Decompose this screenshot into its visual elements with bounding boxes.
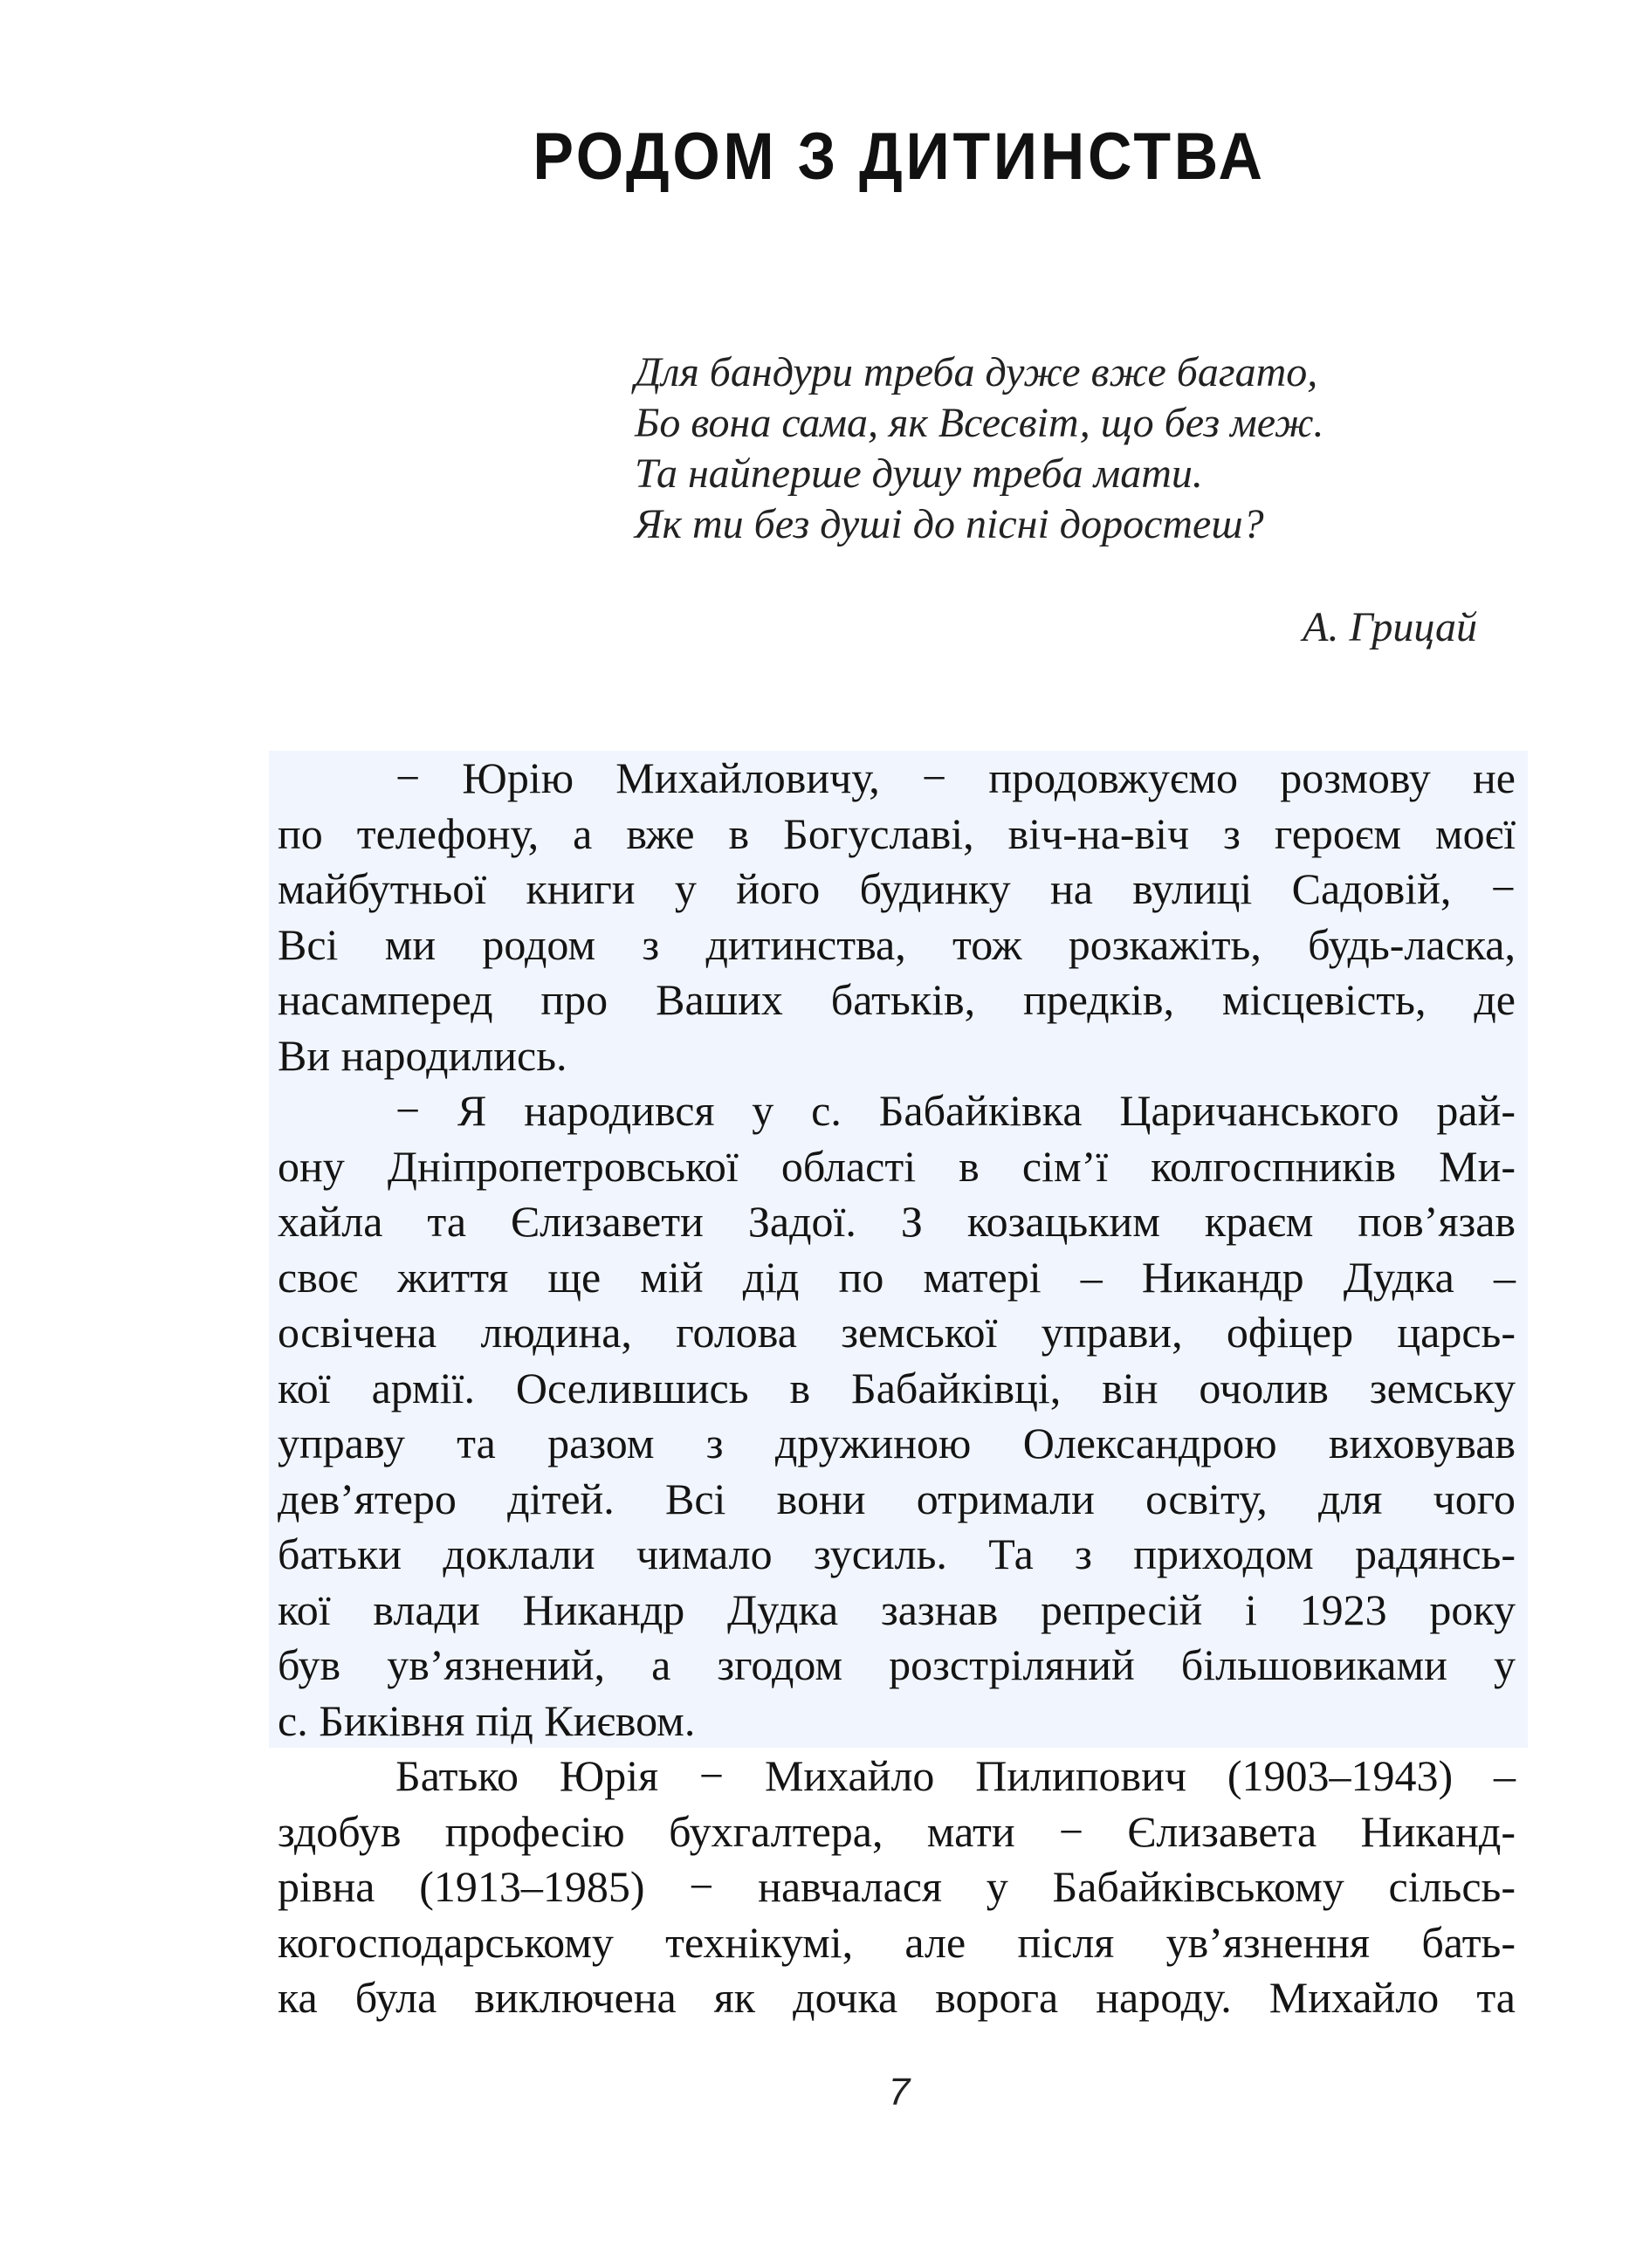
epigraph [635, 347, 1508, 550]
paragraph-line: ону Дніпропетровської області в сім’ї колгоспників Ми- [278, 1141, 1516, 1191]
paragraph-line: батьки доклали чимало зусиль. Та з приходом радянсь- [278, 1529, 1516, 1578]
epigraph-line: Для бандури треба дуже вже багато, [635, 349, 1318, 395]
paragraph-line: був ув’язнений, а згодом розстріляний більшовиками у [278, 1640, 1516, 1689]
paragraph-line: когосподарському технікумі, але після ув’язнення бать- [278, 1917, 1516, 1967]
body-text [278, 751, 1516, 2026]
paragraph-line: ка була виключена як дочка ворога народу. Михайло та [278, 1973, 1516, 2022]
paragraph-line: хайла та Єлизавети Задої. З козацьким краєм пов’язав [278, 1197, 1516, 1246]
paragraph-line: по телефону, а вже в Богуславі, віч-на-віч з героєм моєї [278, 808, 1516, 858]
epigraph-line: Як ти без душі до пісні доростеш? [635, 501, 1264, 547]
page-number: 7 [888, 2071, 911, 2113]
paragraph-line: своє життя ще мій дід по матері – Никандр Дудка – [278, 1252, 1516, 1302]
chapter-title: РОДОМ З ДИТИНСТВА [533, 120, 1266, 194]
paragraph-line: рівна (1913–1985) − навчалася у Бабайківському сільсь- [278, 1862, 1516, 1911]
epigraph-line: Та найперше душу треба мати. [635, 450, 1203, 497]
paragraph-line: Батько Юрія − Михайло Пилипович (1903–1943) – [395, 1751, 1516, 1800]
paragraph-line: Ви народились. [278, 1030, 567, 1080]
epigraph-author: А. Грицай [1303, 604, 1477, 650]
paragraph-line: кої армії. Оселившись в Бабайківці, він очолив земську [278, 1363, 1516, 1412]
paragraph-line: с. Биківня під Києвом. [278, 1695, 696, 1745]
paragraph-line: Всі ми родом з дитинства, тож розкажіть, будь-ласка, [278, 919, 1516, 969]
paragraph-line: здобув професію бухгалтера, мати − Єлизавета Никанд- [278, 1806, 1516, 1856]
paragraph-line: майбутньої книги у його будинку на вулиці Садовій, − [278, 864, 1516, 913]
paragraph-line: освічена людина, голова земської управи, офіцер царсь- [278, 1308, 1516, 1357]
paragraph-line: дев’ятеро дітей. Всі вони отримали освіту, для чого [278, 1474, 1516, 1523]
paragraph-line: − Я народився у с. Бабайківка Царичанського рай- [395, 1086, 1516, 1135]
paragraph-line: − Юрію Михайловичу, − продовжуємо розмову не [395, 753, 1516, 802]
paragraph-line: насамперед про Ваших батьків, предків, місцевість, де [278, 975, 1516, 1024]
epigraph-line: Бо вона сама, як Всесвіт, що без меж. [635, 400, 1324, 446]
paragraph-line: управу та разом з дружиною Олександрою виховував [278, 1419, 1516, 1467]
paragraph-line: кої влади Никандр Дудка зазнав репресій і 1923 року [278, 1584, 1516, 1634]
